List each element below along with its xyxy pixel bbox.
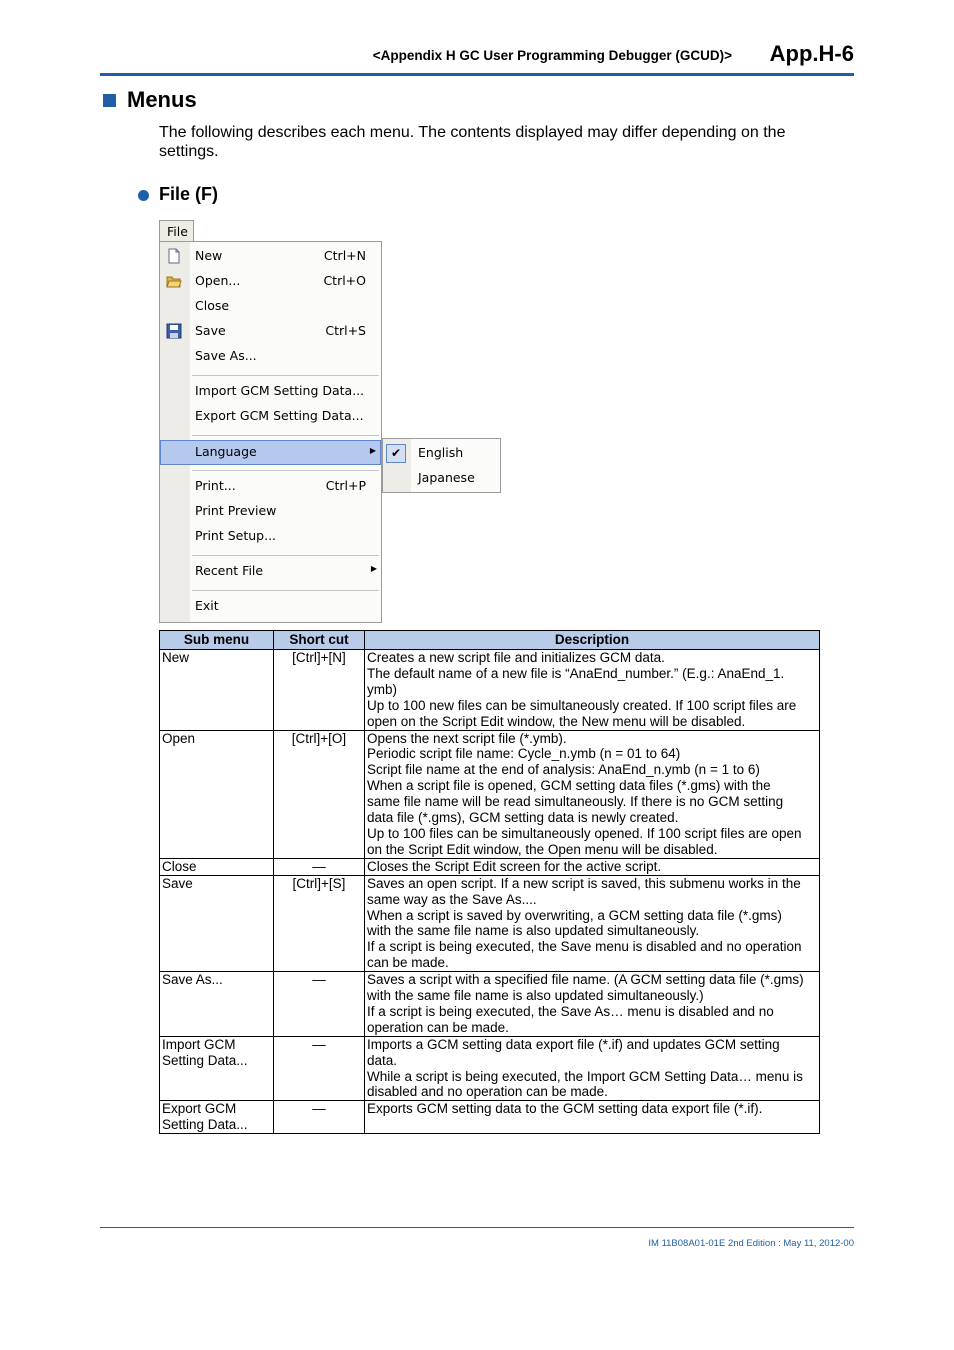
header-rule [100, 73, 854, 76]
menu-separator [192, 590, 379, 591]
menu-item-language[interactable] [160, 440, 381, 465]
cell-submenu [160, 875, 274, 971]
open-folder-icon [166, 273, 182, 289]
new-file-icon [166, 248, 182, 264]
submenu-name-line: Save [162, 875, 193, 891]
cell-shortcut: [Ctrl]+[S] [274, 875, 365, 971]
description-line: can be made. [367, 955, 449, 971]
menu-item-shortcut: Ctrl+O [323, 273, 366, 288]
menu-item-open[interactable] [160, 269, 381, 294]
description-line: While a script is being executed, the Import GCM Setting Data… menu is [367, 1068, 803, 1084]
submenu-arrow-icon: ▶ [370, 564, 377, 573]
menu-item-label: New [195, 248, 223, 263]
cell-shortcut: [Ctrl]+[O] [274, 730, 365, 858]
menu-item-label: Exit [195, 598, 219, 613]
menu-item-label: Save As... [195, 348, 257, 363]
submenu-arrow-icon: ▶ [369, 446, 376, 455]
file-menu-screenshot [159, 220, 504, 625]
menu-item-label: Print Setup... [195, 528, 277, 543]
menu-item-shortcut: Ctrl+P [325, 478, 366, 493]
cell-submenu [160, 650, 274, 731]
cell-submenu [160, 972, 274, 1037]
check-icon: ✔ [386, 444, 406, 463]
table-row [160, 972, 820, 1037]
language-submenu [382, 438, 501, 493]
table-row [160, 730, 820, 858]
menu-separator [192, 470, 379, 471]
description-line: Up to 100 files can be simultaneously opened. If 100 script files are open [367, 825, 802, 841]
menu-item-shortcut: Ctrl+S [325, 323, 366, 338]
column-header-description: Description [365, 631, 820, 650]
cell-submenu [160, 858, 274, 875]
menu-item-label: Print Preview [195, 503, 277, 518]
submenu-name-line: Setting Data... [162, 1117, 248, 1133]
menu-item-print-setup[interactable] [160, 524, 381, 549]
menu-item-recent-file[interactable] [160, 559, 381, 584]
description-line: same file name will be read simultaneously. If there is no GCM setting [367, 794, 784, 810]
submenu-name-line: Export GCM [162, 1101, 237, 1117]
cell-submenu [160, 730, 274, 858]
description-line: data file (*.gms), GCM setting data is newly created. [367, 810, 679, 826]
menu-separator [192, 435, 379, 436]
menu-item-label: Import GCM Setting Data... [195, 383, 365, 398]
description-line: The default name of a new file is “AnaEnd_number.” (E.g.: AnaEnd_1. [367, 665, 785, 681]
description-line: Creates a new script file and initializes GCM data. [367, 650, 665, 665]
submenu-item-english[interactable] [383, 441, 500, 466]
table-row [160, 858, 820, 875]
menu-item-label: Export GCM Setting Data... [195, 408, 364, 423]
cell-shortcut: — [274, 1101, 365, 1134]
footer-doc-info: IM 11B08A01-01E 2nd Edition : May 11, 2012-00 [648, 1238, 854, 1249]
cell-description [365, 875, 820, 971]
description-line: same way as the Save As.... [367, 891, 537, 907]
menu-item-label: Language [195, 444, 257, 459]
submenu-name-line: Setting Data... [162, 1052, 248, 1068]
description-line: data. [367, 1052, 398, 1068]
description-line: Up to 100 new files can be simultaneously created. If 100 script files are [367, 697, 797, 713]
column-header-shortcut: Short cut [274, 631, 365, 650]
menu-item-label: Recent File [195, 563, 264, 578]
description-line: on the Script Edit window, the Open menu will be disabled. [367, 841, 718, 857]
section-heading: Menus [127, 87, 197, 112]
description-line: open on the Script Edit window, the New menu will be disabled. [367, 713, 746, 729]
footer-rule [100, 1227, 854, 1228]
menu-item-label: Print... [195, 478, 236, 493]
submenu-name-line: Close [162, 858, 197, 874]
menu-separator [192, 555, 379, 556]
cell-description [365, 1036, 820, 1101]
file-menu-tab[interactable]: File [159, 220, 194, 241]
description-line: Saves a script with a specified file name. (A GCM setting data file (*.gms) [367, 972, 804, 988]
menu-item-label: Save [195, 323, 226, 338]
table-row [160, 875, 820, 971]
menu-item-exit[interactable] [160, 594, 381, 619]
submenu-name-line: Open [162, 730, 196, 746]
description-line: with the same file name is also updated simultaneously. [367, 923, 700, 939]
menu-item-new[interactable] [160, 244, 381, 269]
description-line: Opens the next script file (*.ymb). [367, 730, 567, 746]
cell-shortcut: [Ctrl]+[N] [274, 650, 365, 731]
intro-paragraph: The following describes each menu. The contents displayed may differ depending on the settings. [159, 124, 786, 160]
save-disk-icon [166, 323, 182, 339]
submenu-item-label: English [418, 445, 464, 460]
header-section-title: <Appendix H GC User Programming Debugger (GCUD)> [372, 48, 732, 63]
submenu-name-line: New [162, 650, 190, 665]
table-row [160, 1101, 820, 1134]
submenu-name-line: Save As... [162, 972, 223, 988]
cell-description [365, 1101, 820, 1134]
file-menu-dropdown [159, 241, 382, 623]
description-line: Imports a GCM setting data export file (*.if) and updates GCM setting [367, 1036, 780, 1052]
table-row [160, 650, 820, 731]
cell-shortcut: — [274, 972, 365, 1037]
menu-item-close[interactable] [160, 294, 381, 319]
column-header-submenu: Sub menu [160, 631, 274, 650]
subsection-heading: File (F) [159, 184, 218, 204]
description-line: operation can be made. [367, 1019, 509, 1035]
description-line: Exports GCM setting data to the GCM setting data export file (*.if). [367, 1101, 763, 1117]
menu-separator [192, 375, 379, 376]
menu-item-save[interactable] [160, 319, 381, 344]
cell-shortcut: — [274, 1036, 365, 1101]
menu-item-export-gcm[interactable] [160, 404, 381, 429]
menu-item-label: Close [195, 298, 230, 313]
submenu-name-line: Import GCM [162, 1036, 236, 1052]
description-line: with the same file name is also updated simultaneously.) [367, 988, 704, 1004]
table-header-row [160, 631, 820, 650]
description-line: Closes the Script Edit screen for the active script. [367, 858, 662, 874]
page-number: App.H-6 [769, 41, 854, 66]
submenu-item-label: Japanese [418, 470, 475, 485]
description-line: If a script is being executed, the Save menu is disabled and no operation [367, 939, 802, 955]
cell-submenu [160, 1036, 274, 1101]
menu-item-save-as[interactable] [160, 344, 381, 369]
description-line: disabled and no operation can be made. [367, 1084, 608, 1100]
description-line: When a script file is opened, GCM setting data files (*.gms) with the [367, 778, 771, 794]
menu-item-import-gcm[interactable] [160, 379, 381, 404]
description-line: Script file name at the end of analysis: AnaEnd_n.ymb (n = 1 to 6) [367, 762, 760, 778]
cell-shortcut: — [274, 858, 365, 875]
square-bullet-icon [103, 94, 116, 107]
cell-submenu [160, 1101, 274, 1134]
menu-item-print[interactable] [160, 474, 381, 499]
description-line: ymb) [367, 681, 397, 697]
description-line: Saves an open script. If a new script is saved, this submenu works in the [367, 875, 801, 891]
submenu-item-japanese[interactable] [383, 466, 500, 491]
cell-description [365, 858, 820, 875]
description-line: If a script is being executed, the Save As… menu is disabled and no [367, 1003, 774, 1019]
cell-description [365, 972, 820, 1037]
description-line: When a script is saved by overwriting, a GCM setting data file (*.gms) [367, 907, 782, 923]
cell-description [365, 650, 820, 731]
table-body [160, 650, 820, 1134]
menu-description-table [159, 630, 820, 1134]
cell-description [365, 730, 820, 858]
menu-item-label: Open... [195, 273, 241, 288]
menu-item-print-preview[interactable] [160, 499, 381, 524]
description-line: Periodic script file name: Cycle_n.ymb (n = 01 to 64) [367, 746, 681, 762]
menu-item-shortcut: Ctrl+N [323, 248, 366, 263]
table-row [160, 1036, 820, 1101]
round-bullet-icon [138, 190, 149, 201]
